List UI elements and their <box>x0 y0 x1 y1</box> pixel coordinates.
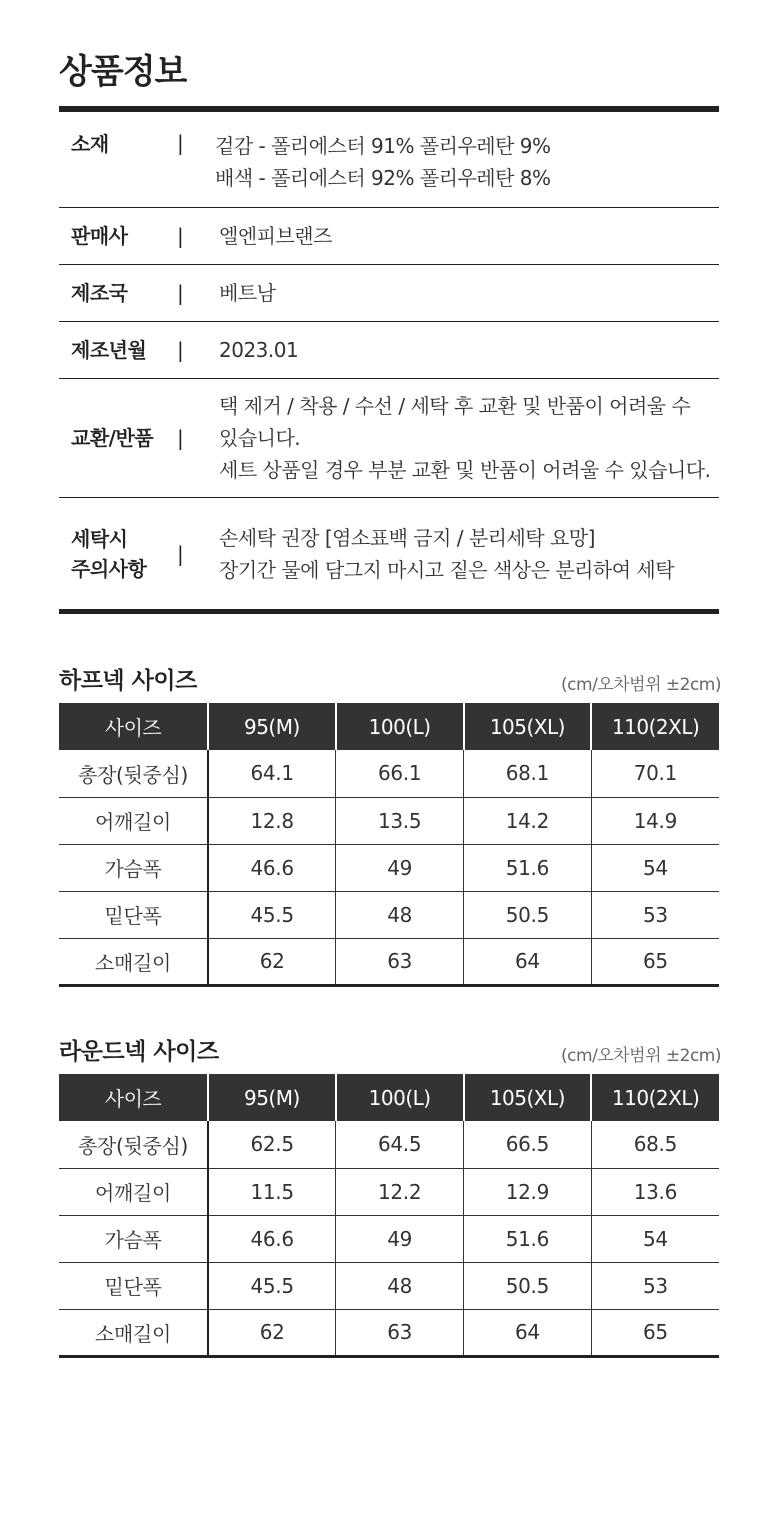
info-value-line: 베트남 <box>219 281 276 305</box>
info-separator: | <box>177 426 184 450</box>
size-section-header <box>59 1033 721 1066</box>
info-key <box>59 524 177 584</box>
size-table-round-neck <box>59 1074 719 1358</box>
size-header-cell: 100(L) <box>336 1074 464 1121</box>
size-unit: (cm/오차범위 ±2cm) <box>561 1046 721 1066</box>
table-cell: 11.5 <box>208 1168 336 1215</box>
table-cell: 48 <box>336 891 464 938</box>
table-row <box>59 844 719 891</box>
table-cell: 13.5 <box>336 797 464 844</box>
table-row <box>59 1215 719 1262</box>
info-key: 제조국 <box>71 281 128 305</box>
row-label: 소매길이 <box>59 938 208 985</box>
table-row <box>59 891 719 938</box>
info-separator: | <box>177 338 184 362</box>
table-cell: 68.5 <box>591 1121 719 1168</box>
row-label: 총장(뒷중심) <box>59 1121 208 1168</box>
table-cell: 53 <box>591 891 719 938</box>
table-cell: 46.6 <box>208 844 336 891</box>
info-value <box>215 112 719 194</box>
info-row-exchange <box>59 379 719 498</box>
size-header-cell: 110(2XL) <box>591 703 719 750</box>
table-cell: 64 <box>464 938 592 985</box>
info-separator: | <box>177 131 184 155</box>
table-cell: 66.5 <box>464 1121 592 1168</box>
info-key: 제조년월 <box>71 338 147 362</box>
row-label: 총장(뒷중심) <box>59 750 208 797</box>
info-value-line: 장기간 물에 담그지 마시고 짙은 색상은 분리하여 세탁 <box>219 557 675 582</box>
size-title: 하프넥 사이즈 <box>59 668 197 694</box>
info-key-line: 주의사항 <box>71 556 147 581</box>
info-key: 교환/반품 <box>71 426 154 450</box>
table-cell: 54 <box>591 1215 719 1262</box>
table-cell: 46.6 <box>208 1215 336 1262</box>
info-value-line: 2023.01 <box>219 338 299 362</box>
size-header-cell: 사이즈 <box>59 1074 208 1121</box>
info-separator: | <box>177 281 184 305</box>
info-value <box>219 522 719 586</box>
page-title: 상품정보 <box>59 52 187 92</box>
table-cell: 65 <box>591 938 719 985</box>
table-cell: 14.9 <box>591 797 719 844</box>
table-cell: 45.5 <box>208 891 336 938</box>
info-value <box>219 220 719 252</box>
table-cell: 49 <box>336 1215 464 1262</box>
table-cell: 63 <box>336 938 464 985</box>
table-cell: 64 <box>464 1309 592 1356</box>
table-row <box>59 938 719 985</box>
product-info-table <box>59 106 719 614</box>
table-cell: 51.6 <box>464 1215 592 1262</box>
size-table-half-neck <box>59 703 719 987</box>
table-cell: 53 <box>591 1262 719 1309</box>
size-section-header <box>59 662 721 695</box>
info-row-care <box>59 498 719 609</box>
table-cell: 12.9 <box>464 1168 592 1215</box>
table-cell: 66.1 <box>336 750 464 797</box>
info-separator: | <box>177 541 184 566</box>
row-label: 가슴폭 <box>59 1215 208 1262</box>
info-value <box>219 277 719 309</box>
row-label: 어깨길이 <box>59 797 208 844</box>
size-header-cell: 95(M) <box>208 703 336 750</box>
table-cell: 70.1 <box>591 750 719 797</box>
info-value-line: 있습니다. <box>219 426 301 450</box>
table-cell: 48 <box>336 1262 464 1309</box>
size-header-cell: 105(XL) <box>464 1074 592 1121</box>
table-row <box>59 1309 719 1356</box>
info-value <box>219 334 719 366</box>
info-value-line: 엘엔피브랜즈 <box>219 224 332 248</box>
size-unit: (cm/오차범위 ±2cm) <box>561 675 721 695</box>
table-cell: 62 <box>259 1320 285 1344</box>
table-cell: 54 <box>591 844 719 891</box>
table-cell: 50.5 <box>464 891 592 938</box>
table-cell: 64.1 <box>208 750 336 797</box>
table-row <box>59 750 719 797</box>
info-row-material <box>59 112 719 208</box>
size-header-cell: 사이즈 <box>59 703 208 750</box>
table-cell: 50.5 <box>464 1262 592 1309</box>
size-title: 라운드넥 사이즈 <box>59 1039 219 1065</box>
table-cell: 12.2 <box>336 1168 464 1215</box>
table-cell: 45.5 <box>208 1262 336 1309</box>
info-value-line: 겉감 - 폴리에스터 91% 폴리우레탄 9% <box>215 134 551 158</box>
info-value-line: 택 제거 / 착용 / 수선 / 세탁 후 교환 및 반품이 어려울 수 <box>219 394 691 418</box>
row-label: 가슴폭 <box>59 844 208 891</box>
row-label: 어깨길이 <box>59 1168 208 1215</box>
row-label: 밑단폭 <box>59 891 208 938</box>
info-row-date <box>59 322 719 379</box>
info-row-country <box>59 265 719 322</box>
table-row <box>59 1262 719 1309</box>
info-value-line: 세트 상품일 경우 부분 교환 및 반품이 어려울 수 있습니다. <box>219 458 711 482</box>
size-header-row <box>59 1074 719 1121</box>
table-row <box>59 1121 719 1168</box>
table-cell: 13.6 <box>591 1168 719 1215</box>
info-value <box>219 390 719 486</box>
info-key-line: 세탁시 <box>71 526 128 551</box>
size-header-cell: 110(2XL) <box>591 1074 719 1121</box>
table-cell: 51.6 <box>464 844 592 891</box>
table-row <box>59 1168 719 1215</box>
table-row <box>59 797 719 844</box>
table-cell: 65 <box>591 1309 719 1356</box>
info-separator: | <box>177 224 184 248</box>
info-value-line: 배색 - 폴리에스터 92% 폴리우레탄 8% <box>215 166 551 190</box>
info-value-line: 손세탁 권장 [염소표백 금지 / 분리세탁 요망] <box>219 525 595 550</box>
table-cell: 14.2 <box>464 797 592 844</box>
size-header-row <box>59 703 719 750</box>
size-header-cell: 105(XL) <box>464 703 592 750</box>
table-cell: 62 <box>259 949 285 973</box>
info-row-seller <box>59 208 719 265</box>
table-cell: 12.8 <box>208 797 336 844</box>
size-header-cell: 100(L) <box>336 703 464 750</box>
info-key: 소재 <box>71 132 109 156</box>
size-header-cell: 95(M) <box>208 1074 336 1121</box>
table-cell: 62.5 <box>208 1121 336 1168</box>
table-cell: 64.5 <box>336 1121 464 1168</box>
row-label: 밑단폭 <box>59 1262 208 1309</box>
table-cell: 63 <box>336 1309 464 1356</box>
table-cell: 49 <box>336 844 464 891</box>
info-key: 판매사 <box>71 224 128 248</box>
table-cell: 68.1 <box>464 750 592 797</box>
row-label: 소매길이 <box>59 1309 208 1356</box>
